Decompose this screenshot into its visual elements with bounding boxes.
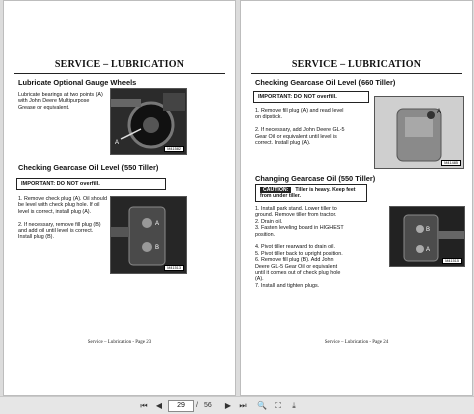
- caution-label: CAUTION:: [260, 187, 291, 193]
- download-icon[interactable]: ⤓: [292, 401, 296, 410]
- document-page-left: [3, 0, 236, 396]
- next-page-icon[interactable]: ▶: [224, 401, 232, 410]
- svg-text:A: A: [115, 140, 120, 146]
- tiller-gearcase-illustration: [375, 97, 464, 169]
- svg-text:A: A: [155, 221, 160, 227]
- photo-id: M41515: [442, 258, 462, 264]
- svg-text:A: A: [437, 109, 442, 115]
- svg-text:B: B: [155, 245, 160, 251]
- tiller-gearcase-photo: [374, 96, 464, 169]
- section-heading: Checking Gearcase Oil Level (550 Tiller): [18, 163, 159, 172]
- section-text: 1. Install park stand. Lower tiller to ground. Remove tiller from tractor. 2. Drain oil. 3. Fasten leveling board in HIGHEST position. 4. Pivot tiller rearward to drain oil. 5. Pivot tiller back to upright position. 6. Remove fill plug (B). Add John Deere GL-5 Gear Oil or equivalent until it comes out of check plug hole (A). 7. Install and tighten plugs.: [255, 206, 344, 289]
- svg-text:B: B: [426, 227, 431, 233]
- photo-id: M41485: [441, 160, 461, 166]
- photo-id: M41582: [164, 146, 184, 152]
- page-title: SERVICE – LUBRICATION: [291, 59, 422, 70]
- important-notice: IMPORTANT: DO NOT overfill.: [16, 178, 166, 190]
- photo-id: M41513: [164, 265, 184, 271]
- page-number-input[interactable]: 29: [168, 400, 194, 412]
- fullscreen-icon[interactable]: ⛶: [275, 401, 281, 410]
- document-page-right: [240, 0, 473, 396]
- caution-notice: [255, 184, 367, 202]
- viewer-toolbar: [0, 396, 474, 414]
- total-pages: 56: [204, 402, 212, 409]
- zoom-icon[interactable]: 🔍: [257, 401, 267, 410]
- page-separator: /: [196, 402, 198, 409]
- page-footer: Service – Lubrication - Page 24: [324, 340, 389, 345]
- title-rule: [251, 73, 462, 74]
- page-title: SERVICE – LUBRICATION: [54, 59, 185, 70]
- section-heading: Changing Gearcase Oil (550 Tiller): [255, 174, 376, 183]
- section-text: 1. Remove check plug (A). Oil should be level with check plug hole. If oil level is correct, install plug (A). 2. If necessary, remove fill plug (B) and add oil until level is correct. Install plug (B).: [18, 196, 107, 241]
- first-page-icon[interactable]: ⏮: [140, 401, 148, 410]
- section-heading: Lubricate Optional Gauge Wheels: [18, 78, 137, 87]
- section-heading: Checking Gearcase Oil Level (660 Tiller): [255, 78, 396, 87]
- important-notice: IMPORTANT: DO NOT overfill.: [253, 91, 369, 103]
- gearcase-illustration: [111, 197, 187, 274]
- caution-text: Tiller is heavy. Keep feet from under tiller.: [260, 187, 356, 199]
- drain-oil-photo: [389, 206, 465, 267]
- page-footer: Service – Lubrication - Page 23: [87, 340, 152, 345]
- section-text: 1. Remove fill plug (A) and read level on dipstick. 2. If necessary, add John Deere GL-5 Gear Oil or equivalent until level is correct. Install plug (A).: [255, 108, 345, 147]
- prev-page-icon[interactable]: ◀: [155, 401, 163, 410]
- last-page-icon[interactable]: ⏭: [239, 401, 247, 410]
- svg-text:A: A: [426, 247, 431, 253]
- section-text: Lubricate bearings at two points (A) with John Deere Multipurpose Grease or equivalent.: [18, 92, 103, 111]
- title-rule: [14, 73, 225, 74]
- gauge-wheel-photo: [110, 88, 187, 155]
- gearcase-photo: [110, 196, 187, 274]
